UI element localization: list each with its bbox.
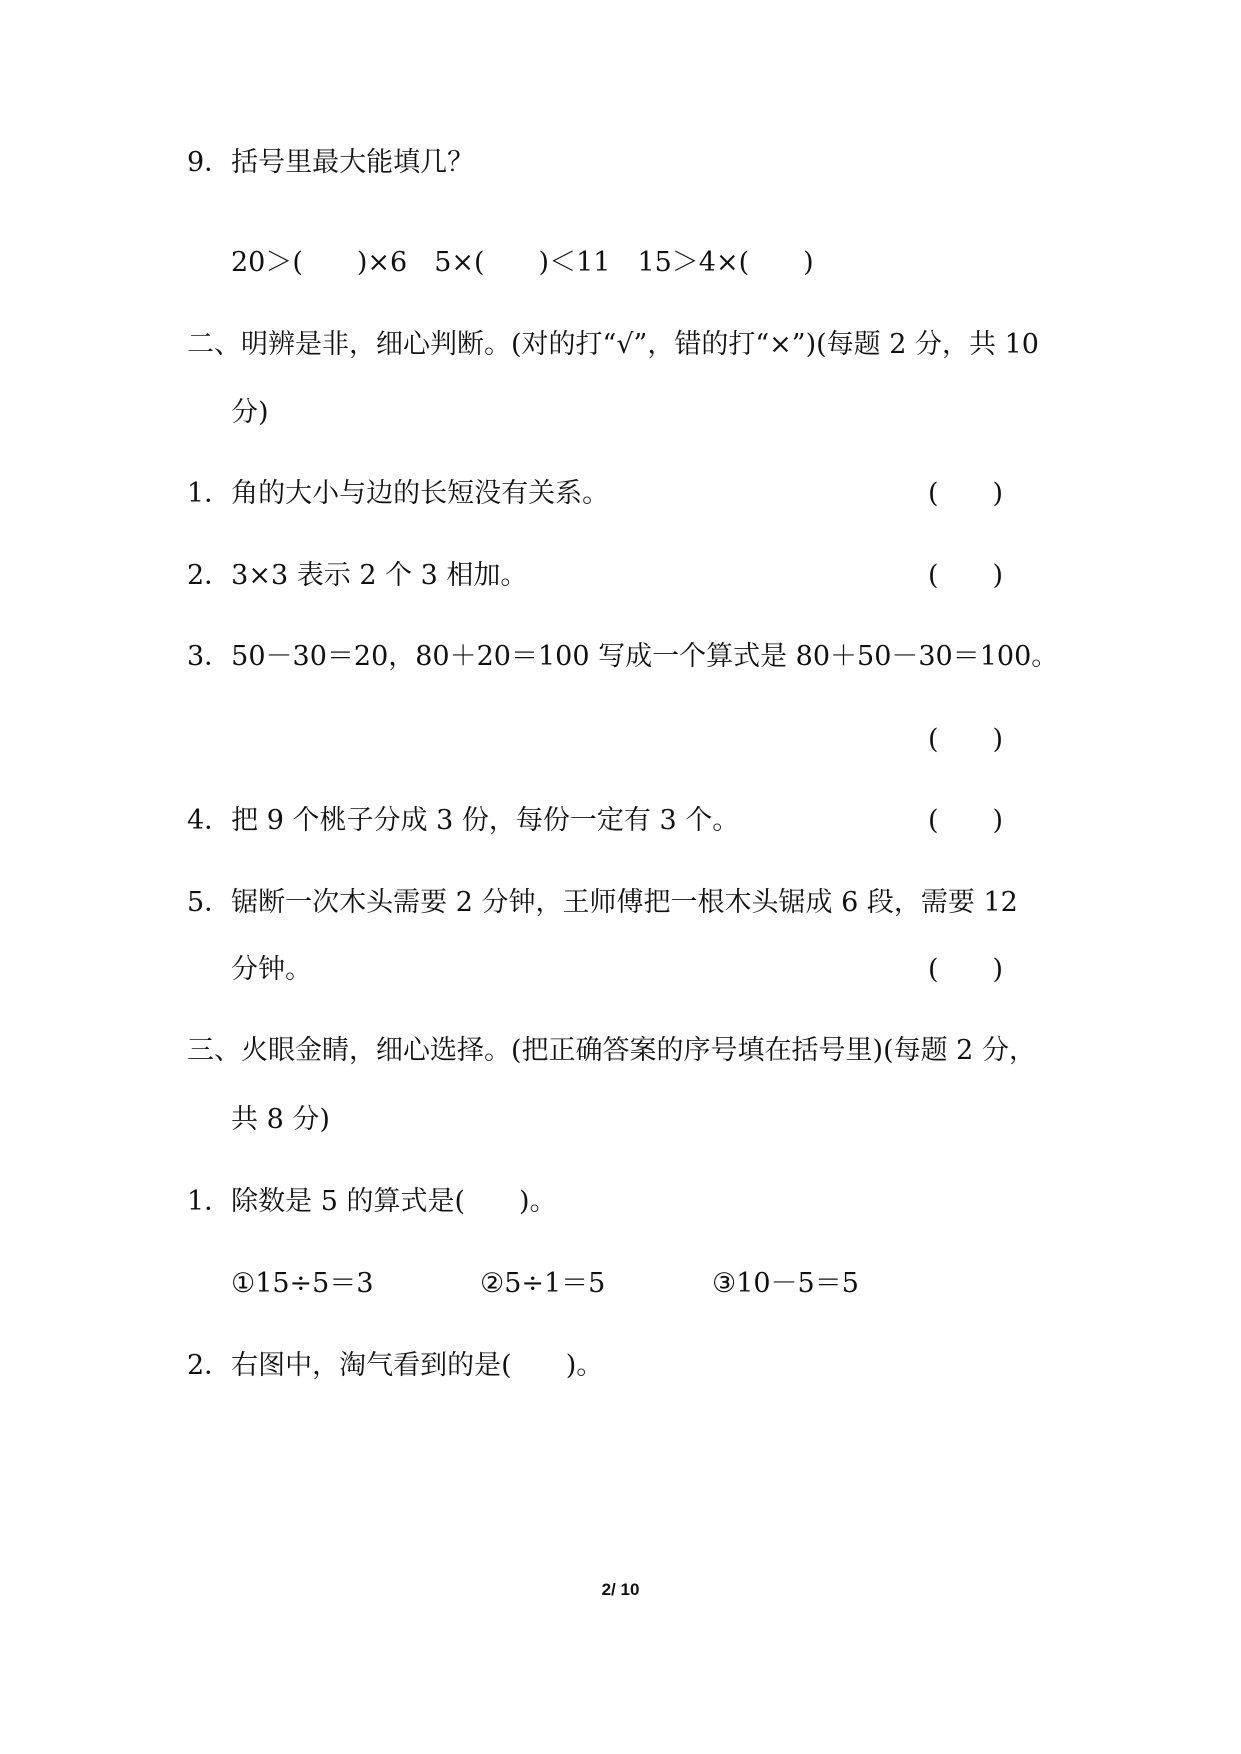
choice-option-2[interactable]: ②5÷1＝5 — [480, 1268, 606, 1299]
judge-item-5: 5．锯断一次木头需要 2 分钟，王师傅把一根木头锯成 6 段，需要 12 — [187, 887, 1018, 918]
judge-item-1: 1．角的大小与边的长短没有关系。 — [187, 478, 610, 509]
judge-item-5-cont: 分钟。 — [231, 954, 312, 985]
page-number: 2/ 10 — [601, 1580, 640, 1599]
q9-fill-row: 20＞( )×6 5×( )＜11 15＞4×( ) — [231, 247, 814, 278]
judge-answer-paren-4[interactable]: ( ) — [928, 805, 1004, 836]
q9-title: 9．括号里最大能填几？ — [187, 147, 475, 178]
choice-question-2: 2．右图中，淘气看到的是( )。 — [187, 1350, 604, 1381]
section2-heading: 二、明辨是非，细心判断。(对的打“√”，错的打“×”)(每题 2 分，共 10 — [187, 329, 1039, 360]
judge-answer-paren-2[interactable]: ( ) — [928, 560, 1004, 591]
choice-option-3[interactable]: ③10－5＝5 — [712, 1268, 859, 1299]
choice-question-1: 1．除数是 5 的算式是( )。 — [187, 1186, 557, 1217]
choice-option-1[interactable]: ①15÷5＝3 — [231, 1268, 374, 1299]
judge-item-2: 2．3×3 表示 2 个 3 相加。 — [187, 560, 528, 591]
section3-heading-cont: 共 8 分) — [231, 1104, 330, 1135]
judge-answer-paren-3[interactable]: ( ) — [928, 724, 1004, 755]
judge-item-4: 4．把 9 个桃子分成 3 份，每份一定有 3 个。 — [187, 805, 740, 836]
judge-answer-paren-5[interactable]: ( ) — [928, 954, 1004, 985]
section2-heading-cont: 分) — [231, 397, 269, 428]
judge-answer-paren-1[interactable]: ( ) — [928, 478, 1004, 509]
judge-item-3: 3．50－30＝20，80＋20＝100 写成一个算式是 80＋50－30＝100。 — [187, 641, 1059, 672]
section3-heading: 三、火眼金睛，细心选择。(把正确答案的序号填在括号里)(每题 2 分， — [187, 1035, 1036, 1066]
